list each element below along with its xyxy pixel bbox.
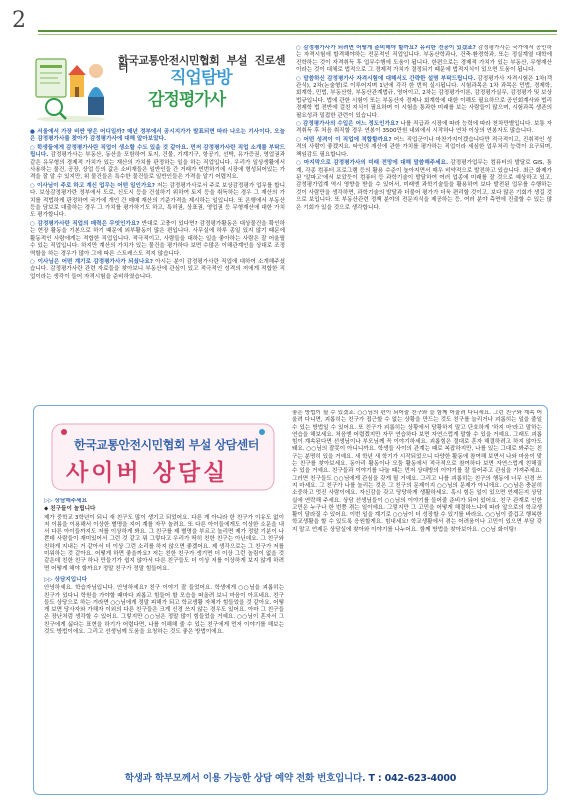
sub-heading: ◆ 친구들이 놀립니다: [44, 506, 96, 513]
question: ○ 마지막으로 감정평가사의 미래 전망에 대해 말씀해주세요.: [296, 160, 449, 167]
body-text: 제가 중학교 3학년이 되니 새 친구도 많이 생기고 되었어요. 다른 게 아니라 한 친구가 이유도 없이 저 이름을 이용해서 이상한 별명을 지어 계를 자꾸 놀려요. 또 다른 아이들에게도 이상한 소문을 내서 다른 아이들까지도 저를 이상하게 봐요. 그 친구를 제 별명을 부르고 놀리면 제가 정말 기분이 나쁜데 사람들이 재미있어서 그런 것 같고 뭐 그렇다고 우리가 딱히 친한 친구는 아닌데요. 그 친구와 친하게 지내는 거 같아서 더 이상 그런 소리를 하지 않으면 좋겠어요. 제 생각으로는 그 친구가 저를 미워하는 것 같아요. 어떻게 하면 좋을까요? 저는 친한 친구가 생기면 더 이상 그런 놀림이 없을 것 같은데 친한 친구 하나 만들기가 쉽지 않아서 다른 친구들도 더 이상 저를 이상하게 보지 않게 하려면 어떻게 해야 할까요? 정말 친구가 정말 힘들어요.: [44, 514, 284, 572]
header-rule: [38, 30, 557, 32]
answer: 저는 감정평가사로서 주로 보상감정평가 업무를 합니다. 보상감정평가란 정부에서 도로, 신도시 등을 건설하기 위하여 토지 등을 취득하는 경우 그 재산의 가치를 적법하게 판정하여 국가에 개인 간 매매 재산의 기준가격을 제시하는 일입니다. 또 은행에서 부동산 등을 담보로 대출하는 경우 그 가치를 평가하기도 하고, 특허권, 상표권, 영업권 등 무형재산에 대한 가치도 평가합니다.: [30, 182, 285, 219]
question: ○ 학생들에게 감정평가사란 직업이 생소할 수도 있을 것 같아요. 먼저 감정평가사란 직업 소개를 부탁드립니다.: [30, 144, 285, 159]
qa-paragraph: [296, 45, 552, 75]
article-title-appraiser: 감정평가사: [148, 90, 226, 110]
question: ○ 감정평가사가 되려면 어떻게 준비해야 할까요? 유리한 전공이 있겠죠?: [296, 45, 476, 51]
cyber-header: [44, 414, 284, 496]
footer-phone: T : 042-623-4000: [368, 773, 457, 784]
article-org: 한국교통안전시민협회 부설 진로센터: [118, 54, 285, 75]
question: ○ 감정평가사란 직업의 매력은 무엇인가요?: [30, 220, 140, 227]
reservation-footer: [34, 770, 547, 784]
qa-paragraph: [30, 259, 285, 281]
answer: 반대로 고충이 있다면? 감정평가활동은 대상물건을 확인하는 현장 활동을 기본으로 하기 때문에 외부활동이 많은 편입니다. 사무실에 하루 종일 있지 않기 때문에 활동적인 사람에게는 적합한 직업입니다. 적극적이고, 사람들을 대하는 일을 좋아하는 사람은 잘 어울릴 수 있는 직업입니다. 하지만 계산의 가치가 있는 물건을 평가하다 보면 수많은 이해관계인을 상대로 조정역할을 하는 경우가 많아 그에 따른 스트레스도 적지 않습니다.: [30, 220, 285, 257]
answer: 나를 직급과 시장에 따라 능력에 따라 천차만별입니다. 보통 자격취득 후 처음 취직할 경우 연봉이 3500만원 내외에서 시작하나 연차 이상의 연봉자도 많습니다.: [296, 121, 552, 135]
answer: 아시는 분이 감정평가사란 직업에 대하여 소개해주셨습니다. 감정평가사란 관련 자료들을 찾아보니 부동산에 관심이 있고 적극적인 성격의 저에게 적합한 직업이라는 생각이 들어 자격시험을 준비하였습니다.: [30, 258, 285, 280]
answer: 감정평가사는 국가에서 공인하는 자격시험에 합격해야하는 전문적인 직업입니다. 부동산학과나, 건축·환경학과, 또는 정실계열 대학에 진학하는 것이 자격취득 후 업무수행에 도움이 됩니다. 한편으로는 경제적 가치가 있는 부동산, 무형재산이라는 것이 대체로 법적으로 그 경제적 가치가 결정되기 때문에 법적지식이 있으면 도움이 됩니다.: [296, 45, 552, 74]
article-header: [30, 45, 285, 125]
cyber-org: 한국교통안전시민협회 부설 상담센터: [74, 438, 259, 452]
page-number: 2: [12, 8, 26, 33]
qa-paragraph: [30, 145, 285, 182]
left-qa-list: [30, 145, 285, 281]
qa-paragraph: [296, 76, 552, 120]
section-heading: ▷▷ 상담지입니다: [44, 576, 87, 583]
article-title-job-tour: 직업탐방: [170, 68, 232, 88]
article-intro: ● 서울에서 가장 비싼 땅은 어디일까? 매년 정부에서 공시지가가 발표되면 따라 나오는 기사이다. 오늘은 감정평가사를 찾아가 감정평가사에 대해 알아보았다.: [30, 129, 285, 143]
body-text: 좋은 방법이 될 수 있겠죠. ○○님의 편이 되어줄 친구와 늘 함께 어울려 다니세요. 그런 친구와 계속 어울려 다니면, 괴롭히는 친구가 접근할 수 없는 상황을 만드는 것도 친구를 늘리거나 괴롭히는 일을 줄일 수 있는 방법일 수 있어요. 또 친구가 괴롭히는 상황에서 당황하지 말고 단호하게 '하지 마'라고 말하는 연습을 해보세요. 처음엔 어렵겠지만 자꾸 연습하다 보면 자연스럽게 말할 수 있을 거예요. 그래도 괴롭힘이 계속된다면 선생님이나 부모님께 꼭 이야기하세요. 괴롭힘은 절대로 혼자 해결하려고 하지 않아도 돼요. ○○님의 잘못이 아니니까요. 학생들 사이의 관계는 때로 복잡하지만, 나를 있는 그대로 봐주는 친구는 분명히 있을 거예요. 새 학년 새 학기가 시작되었으니 다양한 활동에 참여해 보면서 나와 마음이 맞는 친구를 찾아보세요. 동아리 활동이나 모둠 활동에서 적극적으로 참여하다 보면 자연스럽게 친해질 수 있을 거예요. 친구들과 이야기를 나눌 때는 먼저 상대방의 이야기를 잘 들어주고 관심을 가져주세요. 그러면 친구들도 ○○님에게 관심을 갖게 될 거예요. 그리고 나를 괴롭히는 친구의 행동에 너무 신경 쓰지 마세요. 그 친구가 나를 놀리는 것은 그 친구의 문제이지 ○○님의 문제가 아니에요. ○○님은 충분히 소중하고 멋진 사람이에요. 자신감을 갖고 당당하게 생활하세요. 혹시 힘든 일이 있으면 언제든지 상담실에 연락해 주세요. 상담 선생님들이 ○○님의 이야기를 들어줄 준비가 되어 있어요. 친구 관계로 인한 고민은 누구나 한 번쯤 겪는 일이에요. 그렇지만 그 고민을 어떻게 해결하느냐에 따라 앞으로의 학교생활이 달라질 수 있어요. 이번 일을 계기로 ○○님이 더 성장할 수 있기를 바라요. ○○님이 즐겁고 행복한 학교생활을 할 수 있도록 응원할게요. 힘내세요! 학교생활에서 겪는 어려움이나 고민이 있으면 부담 갖지 말고 언제든 상담실에 찾아와 이야기를 나누어요. 함께 방법을 찾아보아요. ○○님 화이팅!: [292, 410, 542, 533]
qa-paragraph: [296, 160, 552, 212]
header-rule-thin: [38, 34, 557, 35]
footer-text: 학생과 학부모께서 이용 가능한 상담 예약 전화 번호입니다.: [124, 773, 366, 784]
cyber-counseling-box: [33, 405, 548, 795]
answer: 감정평가업무는 컴퓨터의 발달로 GIS, 통계, 각종 컴퓨터 프로그램 등의 활용 수준이 높아지면서 매우 비약적으로 발전하고 있습니다. 최근 화제가 된 '알파고'에서 보았듯이 컴퓨터 등 과학기술이 발달하여 여러 업종에 미래를 잘 것으로 예상하고 있고, 감정평가업계 역시 영향을 받을 수 있어서, 미래엔 과학기술들을 활용하여 보다 발전된 업무를 수행하는 것이 사람만을 생각하면, 과학기술의 발달과 더불어 평가가 더욱 편리할 것이고, 보다 많은 기회가 생길 것으로 보입니다. 또 부동산관련 정책 분야의 전문지식을 제공하는 등, 여러 분야 측면에 진출할 수 있는 많은 기회가 있을 것으로 생각합니다.: [296, 160, 552, 211]
answer: 어느 직업군이나 마찬가지이겠습니다만 적극적이고, 진취적인 성격의 사람이 좋겠지요. 타인의 재산에 관한 가치를 평가하는 직업이라 세심한 업무처리 능력이 요구되며, 책임감도 필요합니다.: [296, 136, 552, 158]
article-right-column: [296, 45, 552, 400]
question: ○ 이사님은 어떤 계기로 감정평가사가 되셨나요?: [30, 258, 153, 265]
body-text: 안녕하세요. 학습자님입니다. 안녕하세요? 친구 이야기 잘 들었어요. 학생에게 ○○님을 괴롭히는 친구가 있다니 학원을 가야할 때마다 괴롭고 힘들어 할 모습을 떠올려 보니 마음이 아프네요. 친구들도 상당으로 하는 거라면 ○○님에게 정말 피해가 되고 학교생활 자체가 힘들었을 것 같아요. 어떻게 보면 당사자와 가해자 이외의 다른 친구들은 크게 신경 쓰지 않는 경우도 있어요. 아마 그 친구들은 장난처럼 생각할 수 있어요. 그렇지만 ○○님은 정말 많이 힘들었을 거예요. ○○님이 혼자서 그 친구에게 싫다는 표현을 하기가 어렵다면, 나를 이해해 줄 수 있는 친구에게 먼저 이야기를 해보는 것도 방법이에요. 그리고 선생님께 도움을 요청하는 것도 좋은 방법이에요.: [44, 585, 284, 636]
appraiser-illustration-icon: [32, 51, 110, 123]
answer: 감정평가사는 부동산, 동산을 포함하여 토지, 건물, 기계기구, 항공기, 선박, 유가증권, 영업권과 같은 유무형의 경제적 가치가 있는 재산의 가치를 판정하는 일을 하는 직업입니다. 우리가 일상생활에서 사용하는 물건, 공장, 상업 등의 값은 소비재들은 일반인들 간 거래가 빈번하기에 시장에 형성되어있는 가격을 잘 알 수 있지만, 위 물건들은 특수한 물건들로 일반인들은 가격을 알기 어렵지요.: [30, 152, 285, 181]
cyber-title: 사이버 상담실: [66, 460, 229, 486]
job-article: [30, 45, 552, 400]
article-left-column: [30, 45, 285, 400]
question: ○ 이사님이 주로 하고 계신 업무는 어떤 일인가요?: [30, 182, 155, 189]
right-qa-list: [296, 45, 552, 212]
question: ○ 말씀하신 감정평가사 자격시험에 대해서도 간략한 설명 부탁드립니다.: [296, 75, 476, 82]
qa-paragraph: [30, 221, 285, 258]
cyber-right-column: [292, 410, 542, 760]
section-heading: ▷▷ 상담해주세요: [44, 498, 87, 504]
qa-paragraph: [30, 183, 285, 220]
qa-paragraph: [296, 121, 552, 136]
question: ○ 감정평가사의 수입은 어느 정도인가요?: [296, 121, 399, 128]
qa-paragraph: [296, 137, 552, 159]
question: ○ 어떤 성격이 이 직업에 적합할까요?: [296, 136, 392, 143]
cyber-left-column: [44, 498, 284, 763]
answer: 감정평가사 자격시험은 1차(객관식), 2차(논술형)로 이루어지며 1년에 각각 한 번씩 실시됩니다. 시험과목은 1차 과목은 민법, 경제학, 회계학, 민법, 부동산학, 부동산관계법규, 영어이고, 2차는 감정평가이론, 감정평가실무, 감정평가 및 보상법규입니다. 법에 관한 시험이 또는 부동산자 경제나 회계학에 대한 이해도 필요하므로 공인회계사와 법리 경제학 법 전반에 걸친 지식이 필요하며 이 시험을 통과한 미래를 보는 사람들이 많으며, 시험과목 생존의 필요성과 밀접한 관련이 있습니다.: [296, 75, 552, 119]
